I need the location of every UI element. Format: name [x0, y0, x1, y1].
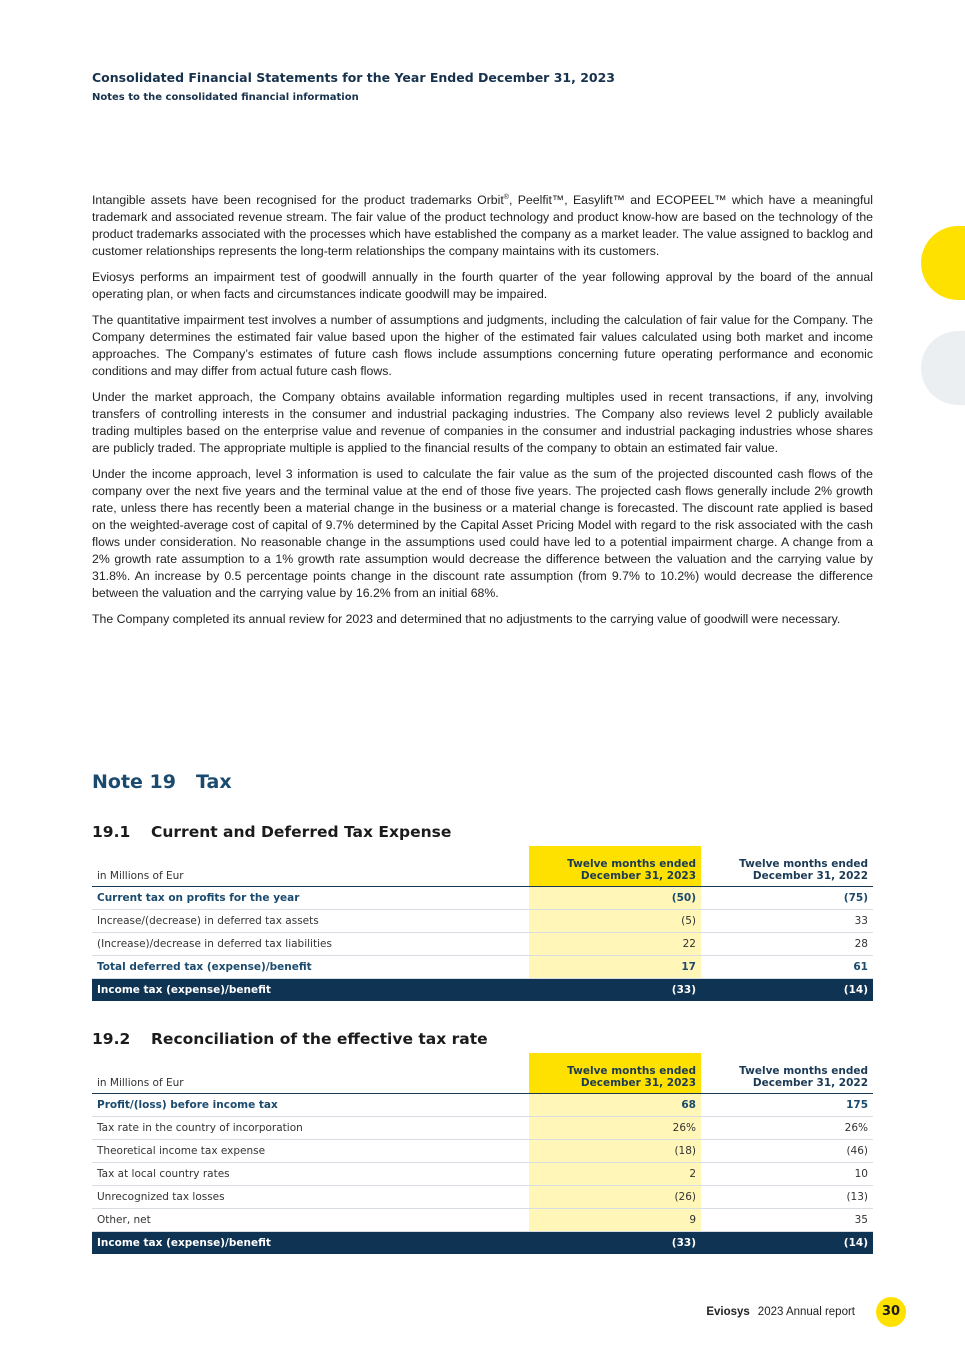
header-subtitle: Notes to the consolidated financial information [92, 92, 359, 103]
column-header-2022: Twelve months ended December 31, 2022 [701, 846, 873, 887]
page-footer [706, 1306, 855, 1318]
footer-report: 2023 Annual report [757, 1306, 855, 1318]
table-row [92, 933, 873, 956]
value-2022: 10 [701, 1163, 873, 1186]
table-header-row [92, 1053, 873, 1094]
table-row [92, 1117, 873, 1140]
table-row [92, 1140, 873, 1163]
registered-mark: ® [503, 193, 509, 201]
value-2022: 61 [701, 956, 873, 979]
section-heading [92, 823, 452, 841]
table-row [92, 1094, 873, 1117]
note-title: Tax [195, 771, 232, 793]
table-row [92, 1209, 873, 1232]
table-row [92, 1186, 873, 1209]
note-heading [92, 771, 232, 793]
tax-reconciliation-table [92, 1053, 873, 1254]
note-number: Note 19 [92, 771, 176, 793]
value-2022: (14) [701, 1232, 873, 1255]
value-2022: 28 [701, 933, 873, 956]
value-2022: (46) [701, 1140, 873, 1163]
table-header-row [92, 846, 873, 887]
column-header-2022: Twelve months ended December 31, 2022 [701, 1053, 873, 1094]
value-2023: (18) [529, 1140, 701, 1163]
value-2022: (75) [701, 887, 873, 910]
value-2023: 22 [529, 933, 701, 956]
value-2022: 35 [701, 1209, 873, 1232]
paragraph: Under the income approach, level 3 information is used to calculate the fair value as the sum of the projected discounted cash flows of the company over the next five years and the terminal value at the end of those five years. The projected cash flows generally include 2% growth rate, unless there has recently been a material change in the business or a material change is forecasted. The discount rate applied is based on the weighted-average cost of capital of 9.7% determined by the Capital Asset Pricing Model with regard to the risk associated with the cash flows under consideration. No reasonable change in the assumptions used could have led to a potential impairment charge. A change from a 2% growth rate assumption to a 1% growth rate assumption would decrease the difference between the valuation and the carrying value by 31.8%. An increase by 0.5 percentage points change in the discount rate assumption (from 9.7% to 10.2%) would decrease the difference between the valuation and the carrying value by 16.2% from an initial 68%. [92, 467, 873, 600]
row-label: Unrecognized tax losses [92, 1186, 529, 1209]
value-2022: 33 [701, 910, 873, 933]
section-tab-grey [921, 331, 965, 405]
table-row [92, 1163, 873, 1186]
value-2022: (13) [701, 1186, 873, 1209]
section-tab-yellow [921, 226, 965, 300]
paragraph: The Company completed its annual review for 2023 and determined that no adjustments to the carrying value of goodwill were necessary. [92, 612, 841, 626]
value-2023: (33) [529, 979, 701, 1002]
row-label: Increase/(decrease) in deferred tax assets [92, 910, 529, 933]
value-2023: (33) [529, 1232, 701, 1255]
tax-expense-table [92, 846, 873, 1001]
column-header-2023: Twelve months ended December 31, 2023 [529, 846, 701, 887]
value-2023: (5) [529, 910, 701, 933]
section-number: 19.2 [92, 1030, 131, 1048]
paragraph-text: , Peelfit™, Easylift™ and ECOPEEL™ which have a meaningful trademark and associated revenue stream. The fair value of the product technology and product know-how are based on the technology of the product trademarks associated with the processes which have established the company as a market leader. The value assigned to backlog and customer relationships represents the long-term relationships the company maintains with its customers. [92, 193, 873, 258]
paragraph: Eviosys performs an impairment test of goodwill annually in the fourth quarter of the year following approval by the board of the annual operating plan, or when facts and circumstances indicate goodwill may be impaired. [92, 270, 873, 301]
paragraph: The quantitative impairment test involves a number of assumptions and judgments, including the calculation of fair value for the Company. The Company determines the estimated fair value based upon the higher of the estimated fair values calculated using both market and income approaches. The Company’s estimates of future cash flows include assumptions concerning future operating performance and economic conditions and may differ from actual future cash flows. [92, 313, 873, 378]
section-number: 19.1 [92, 823, 131, 841]
section-title: Current and Deferred Tax Expense [151, 823, 452, 841]
paragraph [92, 192, 873, 260]
row-label: Income tax (expense)/benefit [92, 1232, 529, 1255]
total-row [92, 979, 873, 1002]
value-2023: (50) [529, 887, 701, 910]
value-2023: 26% [529, 1117, 701, 1140]
row-label: Current tax on profits for the year [92, 887, 529, 910]
unit-label: in Millions of Eur [92, 846, 529, 887]
unit-label: in Millions of Eur [92, 1053, 529, 1094]
table-row [92, 956, 873, 979]
value-2023: 9 [529, 1209, 701, 1232]
page-number: 30 [876, 1297, 906, 1327]
table-row [92, 910, 873, 933]
row-label: (Increase)/decrease in deferred tax liabilities [92, 933, 529, 956]
page-header [92, 70, 615, 103]
row-label: Total deferred tax (expense)/benefit [92, 956, 529, 979]
header-title: Consolidated Financial Statements for the Year Ended December 31, 2023 [92, 70, 615, 85]
value-2023: 68 [529, 1094, 701, 1117]
footer-brand: Eviosys [706, 1306, 750, 1318]
total-row [92, 1232, 873, 1255]
paragraph-text: Intangible assets have been recognised for the product trademarks Orbit [92, 193, 504, 207]
row-label: Theoretical income tax expense [92, 1140, 529, 1163]
paragraph: Under the market approach, the Company obtains available information regarding multiples used in recent transactions, if any, involving transfers of controlling interests in the consumer and industrial packaging industries. The Company also reviews level 2 publicly available trading multiples based on the enterprise value and revenue of companies in the consumer and industrial packaging industries whose shares are publicly traded. The appropriate multiple is applied to the financial results of the company to obtain an estimated fair value. [92, 390, 873, 455]
table-row [92, 887, 873, 910]
row-label: Income tax (expense)/benefit [92, 979, 529, 1002]
row-label: Other, net [92, 1209, 529, 1232]
section-heading [92, 1030, 488, 1048]
row-label: Tax rate in the country of incorporation [92, 1117, 529, 1140]
value-2022: (14) [701, 979, 873, 1002]
body-text [92, 192, 873, 637]
section-title: Reconciliation of the effective tax rate [151, 1030, 488, 1048]
row-label: Tax at local country rates [92, 1163, 529, 1186]
row-label: Profit/(loss) before income tax [92, 1094, 529, 1117]
value-2023: 17 [529, 956, 701, 979]
value-2023: (26) [529, 1186, 701, 1209]
value-2022: 26% [701, 1117, 873, 1140]
column-header-2023: Twelve months ended December 31, 2023 [529, 1053, 701, 1094]
value-2022: 175 [701, 1094, 873, 1117]
value-2023: 2 [529, 1163, 701, 1186]
